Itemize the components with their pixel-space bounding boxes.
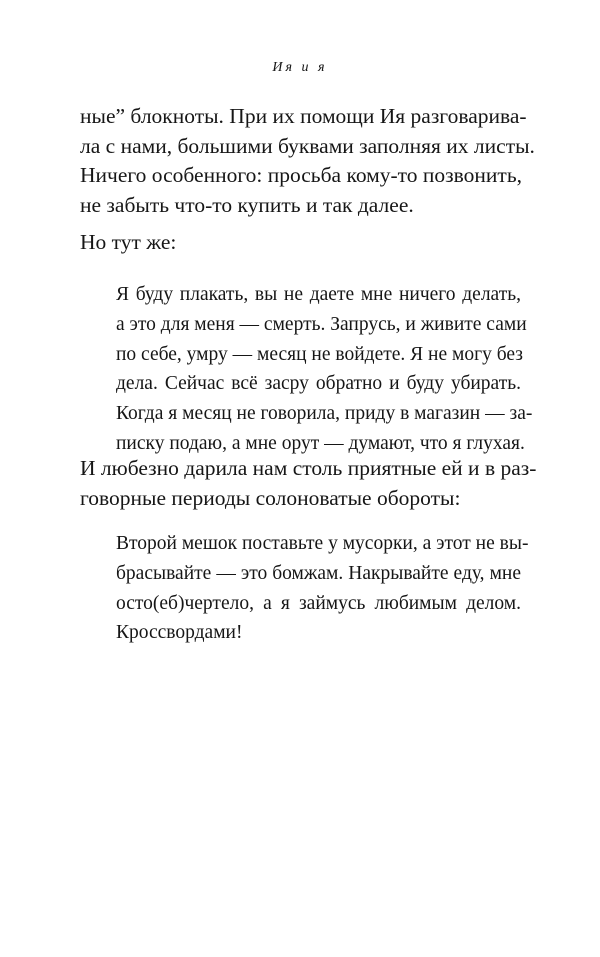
- text-line: Но тут же:: [80, 230, 177, 254]
- text-line: Ничего особенного: просьба кому-то позвонить,: [80, 163, 522, 187]
- text-line: не забыть что-то купить и так далее.: [80, 192, 414, 217]
- quote-block-2: [116, 529, 529, 648]
- quote-line: писку подаю, а мне орут — думают, что я глухая.: [116, 432, 525, 454]
- quote-line: осто(еб)чертело, а я займусь любимым делом.: [116, 592, 521, 614]
- paragraph-notebooks: [80, 102, 535, 220]
- text-line: И любезно дарила нам столь приятные ей и в раз-: [80, 456, 537, 480]
- paragraph-phrases: [80, 454, 537, 513]
- quote-line: Я буду плакать, вы не даете мне ничего делать,: [116, 284, 521, 305]
- quote-line: а это для меня — смерть. Запрусь, и живите сами: [116, 313, 527, 335]
- running-head: Ия и я: [272, 60, 328, 75]
- text-line: говорные периоды солоноватые обороты:: [80, 485, 461, 510]
- text-line: ные” блокноты. При их помощи Ия разговарива-: [80, 104, 527, 128]
- quote-line: Кроссвордами!: [116, 622, 243, 644]
- text-line: ла с нами, большими буквами заполняя их листы.: [80, 133, 535, 158]
- quote-line: Когда я месяц не говорила, приду в магазин — за-: [116, 403, 533, 425]
- quote-block-1: [116, 280, 533, 459]
- quote-line: брасывайте — это бомжам. Накрывайте еду, мне: [116, 562, 521, 584]
- quote-line: по себе, умру — месяц не войдете. Я не могу без: [116, 343, 523, 365]
- quote-line: дела. Сейчас всё засру обратно и буду убирать.: [116, 373, 521, 395]
- quote-line: Второй мешок поставьте у мусорки, а этот не вы-: [116, 533, 529, 554]
- paragraph-intro: [80, 228, 520, 258]
